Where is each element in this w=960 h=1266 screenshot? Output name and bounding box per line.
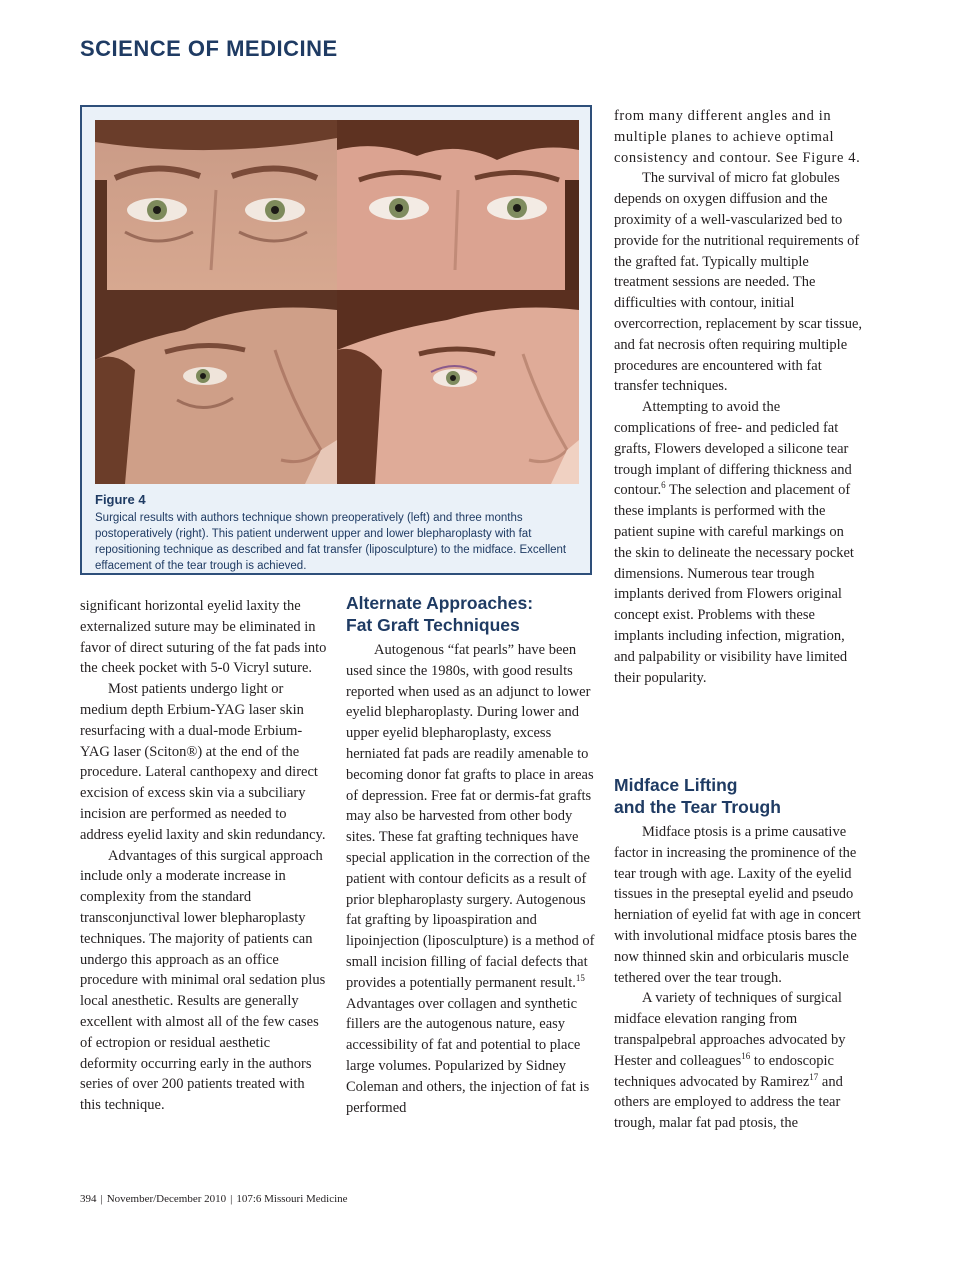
col3-paragraph-4 [614, 988, 866, 1134]
fat-graft-heading-line1: Alternate Approaches: [346, 593, 534, 613]
journal-name: 107:6 Missouri Medicine [236, 1193, 348, 1205]
page-number: 394 [80, 1193, 97, 1205]
col1-paragraph-3: Advantages of this surgical approach include only a moderate increase in complexity from the standard transconjunctival lower blepharoplasty techniques. The majority of patients can undergo this approach as an office procedure with minimal oral sedation plus local anesthetic. Results are generally excellent with almost all of the few cases of ectropion or residual aesthetic deformity occurring early in the authors series of over 200 patients treated with this technique. [80, 847, 326, 1114]
midface-heading-line2: and the Tear Trough [614, 797, 781, 817]
column-1 [80, 596, 328, 1116]
col3-paragraph-1: The survival of micro fat globules depends on oxygen diffusion and the proximity of a well-vascularized bed to provide for the nutritional requirements of the grafted fat. Typically multiple treatment sessions are needed. The difficulties with contour, initial overcorrection, replacement by scar tissue, and fat necrosis often requiring multiple procedures are encountered with fat transfer techniques. [614, 170, 863, 395]
column-3-top [614, 106, 864, 688]
citation-6: 6 [661, 480, 666, 491]
midface-heading [614, 774, 866, 818]
col2-paragraph-1b: Advantages over collagen and synthetic fillers are the autogenous nature, easy accessibility of fat and potential to place large volumes. Popularized by Sidney Coleman and others, the injection of fat is performed [346, 995, 590, 1116]
citation-16: 16 [741, 1050, 751, 1061]
photo-postoperative-oblique [337, 290, 579, 484]
column-3-bottom [614, 774, 866, 1134]
col3-paragraph-2 [614, 397, 864, 688]
citation-17: 17 [809, 1071, 819, 1082]
fat-graft-heading-line2: Fat Graft Techniques [346, 615, 520, 635]
midface-heading-line1: Midface Lifting [614, 775, 738, 795]
col3-paragraph-4a: A variety of techniques of surgical midface elevation ranging from transpalpebral approaches advocated by Hester and colleagues [614, 990, 846, 1069]
col2-paragraph-1a: Autogenous “fat pearls” have been used since the 1980s, with good results reported when used as an adjunct to lower eyelid blepharoplasty. During lower and upper eyelid blepharoplasty, excess herniated fat pads are readily amenable to becoming donor fat grafts to place in areas of depression. Free fat or dermis-fat grafts may also be harvested from other body sites. These fat grafting techniques have special application in the correction of the patient with contour deficits as a result of prior blepharoplasty surgery. Autogenous fat grafting by lipoaspiration and lipoinjection (liposculpture) is a method of small incision filling of facial defects that provides a potentially permanent result. [346, 642, 595, 991]
photo-grid [95, 120, 579, 484]
column-2 [346, 592, 598, 1118]
col1-paragraph-2: Most patients undergo light or medium depth Erbium-YAG laser skin resurfacing with a dual-mode Erbium-YAG laser (Sciton®) at the end of the procedure. Lateral canthopexy and direct excision of excess skin via a subciliary incision are performed as needed to address eyelid laxity and skin redundancy. [80, 681, 326, 843]
photo-postoperative-frontal [337, 120, 579, 290]
col3-paragraph-4c: and others are employed to address the tear trough, malar fat pad ptosis, the [614, 1073, 843, 1132]
col3-paragraph-4b: to endoscopic techniques advocated by Ramirez [614, 1052, 834, 1090]
citation-15: 15 [575, 972, 585, 983]
section-heading: SCIENCE OF MEDICINE [80, 36, 338, 61]
fat-graft-heading [346, 592, 598, 636]
footer-divider: | [230, 1193, 233, 1205]
photo-preoperative-frontal [95, 120, 337, 290]
figure-4 [80, 105, 592, 575]
figure-caption [95, 492, 581, 574]
col1-paragraph-1: significant horizontal eyelid laxity the externalized suture may be eliminated in favor of direct suturing of the fat pads into the cheek pocket with 5-0 Vicryl suture. [80, 598, 327, 677]
footer-divider: | [100, 1193, 103, 1205]
col3-paragraph-2a: Attempting to avoid the complications of free- and pedicled fat grafts, Flowers developed a silicone tear trough implant of differing thickness and contour. [614, 399, 852, 499]
photo-preoperative-oblique [95, 290, 337, 484]
figure-caption-text: Surgical results with authors technique shown preoperatively (left) and three months postoperatively (right). This patient underwent upper and lower blepharoplasty with fat repositioning technique as described and fat transfer (liposculpture) to the midface. Excellent effacement of the tear trough is achieved. [95, 512, 567, 572]
col3-paragraph-2b: The selection and placement of these implants is performed with the patient supine with careful markings on the skin to delineate the necessary pocket dimensions. Numerous tear trough implants derived from Flowers original concept exist. Problems with these implants including infection, migration, and palpability or visibility have limited their popularity. [614, 482, 854, 686]
page-footer [80, 1193, 348, 1205]
figure-label: Figure 4 [95, 492, 146, 507]
col2-paragraph-1 [346, 640, 598, 1118]
col3-paragraph-3: Midface ptosis is a prime causative factor in increasing the prominence of the tear trough with age. Laxity of the eyelid tissues in the preseptal eyelid and pseudo herniation of eyelid fat with age in concert with involutional midface ptosis bares the now thinned skin and orbicularis muscle tethered over the tear trough. [614, 824, 861, 986]
issue-date: November/December 2010 [106, 1193, 227, 1205]
col3-paragraph-0: from many different angles and in multiple planes to achieve optimal consistency and contour. See Figure 4. [614, 108, 861, 166]
